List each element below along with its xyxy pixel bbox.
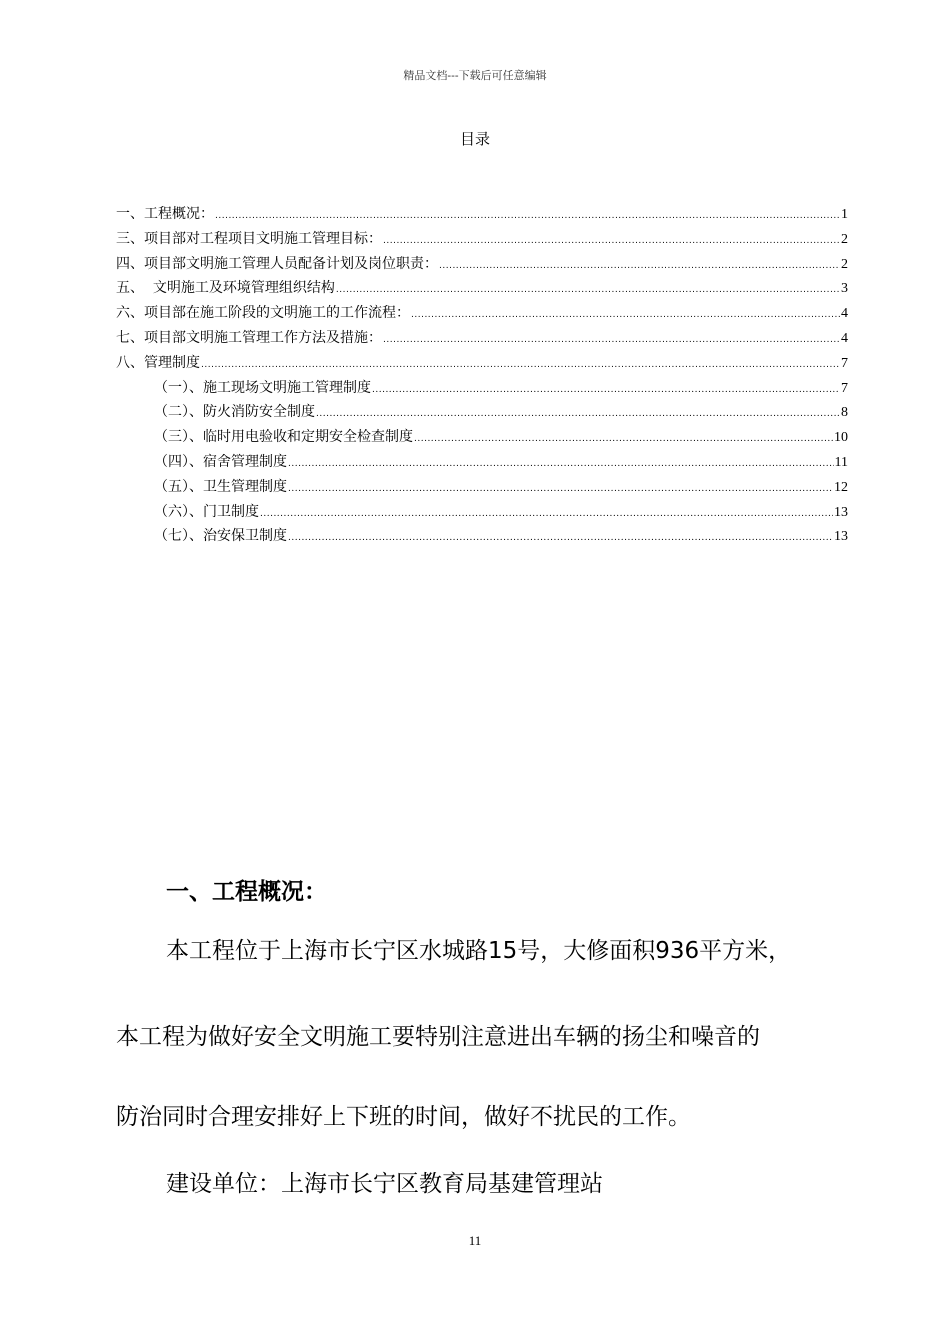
toc-entry-text: （三）、临时用电验收和定期安全检查制度 <box>154 429 413 446</box>
toc-leader-dots <box>201 353 840 378</box>
toc-title: 目录 <box>459 130 490 148</box>
toc-leader-dots <box>411 303 840 328</box>
toc-entry[interactable] <box>116 227 848 252</box>
table-of-contents <box>116 202 848 549</box>
toc-entry-text: 五、 文明施工及环境管理组织结构 <box>116 280 335 297</box>
toc-subentry[interactable] <box>116 475 848 500</box>
toc-entry-text: （二）、防火消防安全制度 <box>154 404 315 421</box>
toc-subentry[interactable] <box>116 450 848 475</box>
page-header: 精品文档---下载后可任意编辑 <box>403 69 547 82</box>
toc-entry-page: 13 <box>834 504 848 520</box>
toc-leader-dots <box>260 502 833 527</box>
toc-entry-text: 四、项目部文明施工管理人员配备计划及岗位职责： <box>116 255 438 272</box>
toc-subentry[interactable] <box>116 425 848 450</box>
toc-leader-dots <box>439 254 840 279</box>
toc-entry[interactable] <box>116 202 848 227</box>
toc-leader-dots <box>288 452 834 477</box>
toc-entry-page: 1 <box>841 207 848 222</box>
toc-entry-page: 2 <box>841 231 848 247</box>
toc-entry-text: 八、管理制度 <box>116 354 200 371</box>
toc-entry-text: （一）、施工现场文明施工管理制度 <box>154 379 371 396</box>
toc-entry[interactable] <box>116 276 848 301</box>
toc-entry-page: 7 <box>841 380 848 396</box>
toc-entry-page: 7 <box>841 355 848 371</box>
toc-subentry[interactable] <box>116 376 848 401</box>
body-paragraph-line: 本工程为做好安全文明施工要特别注意进出车辆的扬尘和噪音的 <box>116 1024 760 1050</box>
toc-leader-dots <box>288 477 833 502</box>
toc-entry[interactable] <box>116 252 848 277</box>
toc-entry-page: 12 <box>834 479 848 495</box>
toc-entry-text: （七）、治安保卫制度 <box>154 528 287 545</box>
body-paragraph-line: 防治同时合理安排好上下班的时间，做好不扰民的工作。 <box>116 1104 691 1130</box>
toc-entry[interactable] <box>116 326 848 351</box>
toc-entry-page: 8 <box>841 405 848 421</box>
toc-entry-page: 11 <box>834 454 848 470</box>
page-number: 11 <box>468 1233 482 1248</box>
toc-entry-text: 一、工程概况： <box>116 206 214 222</box>
toc-entry-text: 三、项目部对工程项目文明施工管理目标： <box>116 230 382 247</box>
toc-subentry[interactable] <box>116 524 848 549</box>
toc-entry-page: 4 <box>841 330 848 346</box>
toc-leader-dots <box>288 526 833 551</box>
section-heading: 一、工程概况： <box>166 879 327 905</box>
toc-entry-text: （四）、宿舍管理制度 <box>154 453 287 470</box>
toc-entry-page: 3 <box>841 281 848 297</box>
toc-entry-text: （六）、门卫制度 <box>154 503 259 520</box>
toc-entry-page: 10 <box>834 430 848 446</box>
toc-leader-dots <box>336 278 840 303</box>
toc-entry[interactable] <box>116 351 848 376</box>
toc-entry[interactable] <box>116 301 848 326</box>
toc-entry-page: 2 <box>841 256 848 272</box>
toc-leader-dots <box>215 204 840 229</box>
toc-leader-dots <box>383 229 840 254</box>
toc-entry-page: 13 <box>834 529 848 545</box>
toc-entry-text: 七、项目部文明施工管理工作方法及措施： <box>116 329 382 346</box>
toc-leader-dots <box>414 427 833 452</box>
toc-leader-dots <box>316 402 840 427</box>
toc-subentry[interactable] <box>116 400 848 425</box>
body-paragraph-line: 本工程位于上海市长宁区水城路15号，大修面积936平方米， <box>166 938 792 964</box>
toc-entry-text: 六、项目部在施工阶段的文明施工的工作流程： <box>116 305 410 322</box>
body-paragraph-line: 建设单位：上海市长宁区教育局基建管理站 <box>166 1171 603 1197</box>
toc-entry-text: （五）、卫生管理制度 <box>154 478 287 495</box>
toc-subentry[interactable] <box>116 500 848 525</box>
toc-entry-page: 4 <box>841 306 848 322</box>
toc-leader-dots <box>372 378 840 403</box>
toc-leader-dots <box>383 328 840 353</box>
